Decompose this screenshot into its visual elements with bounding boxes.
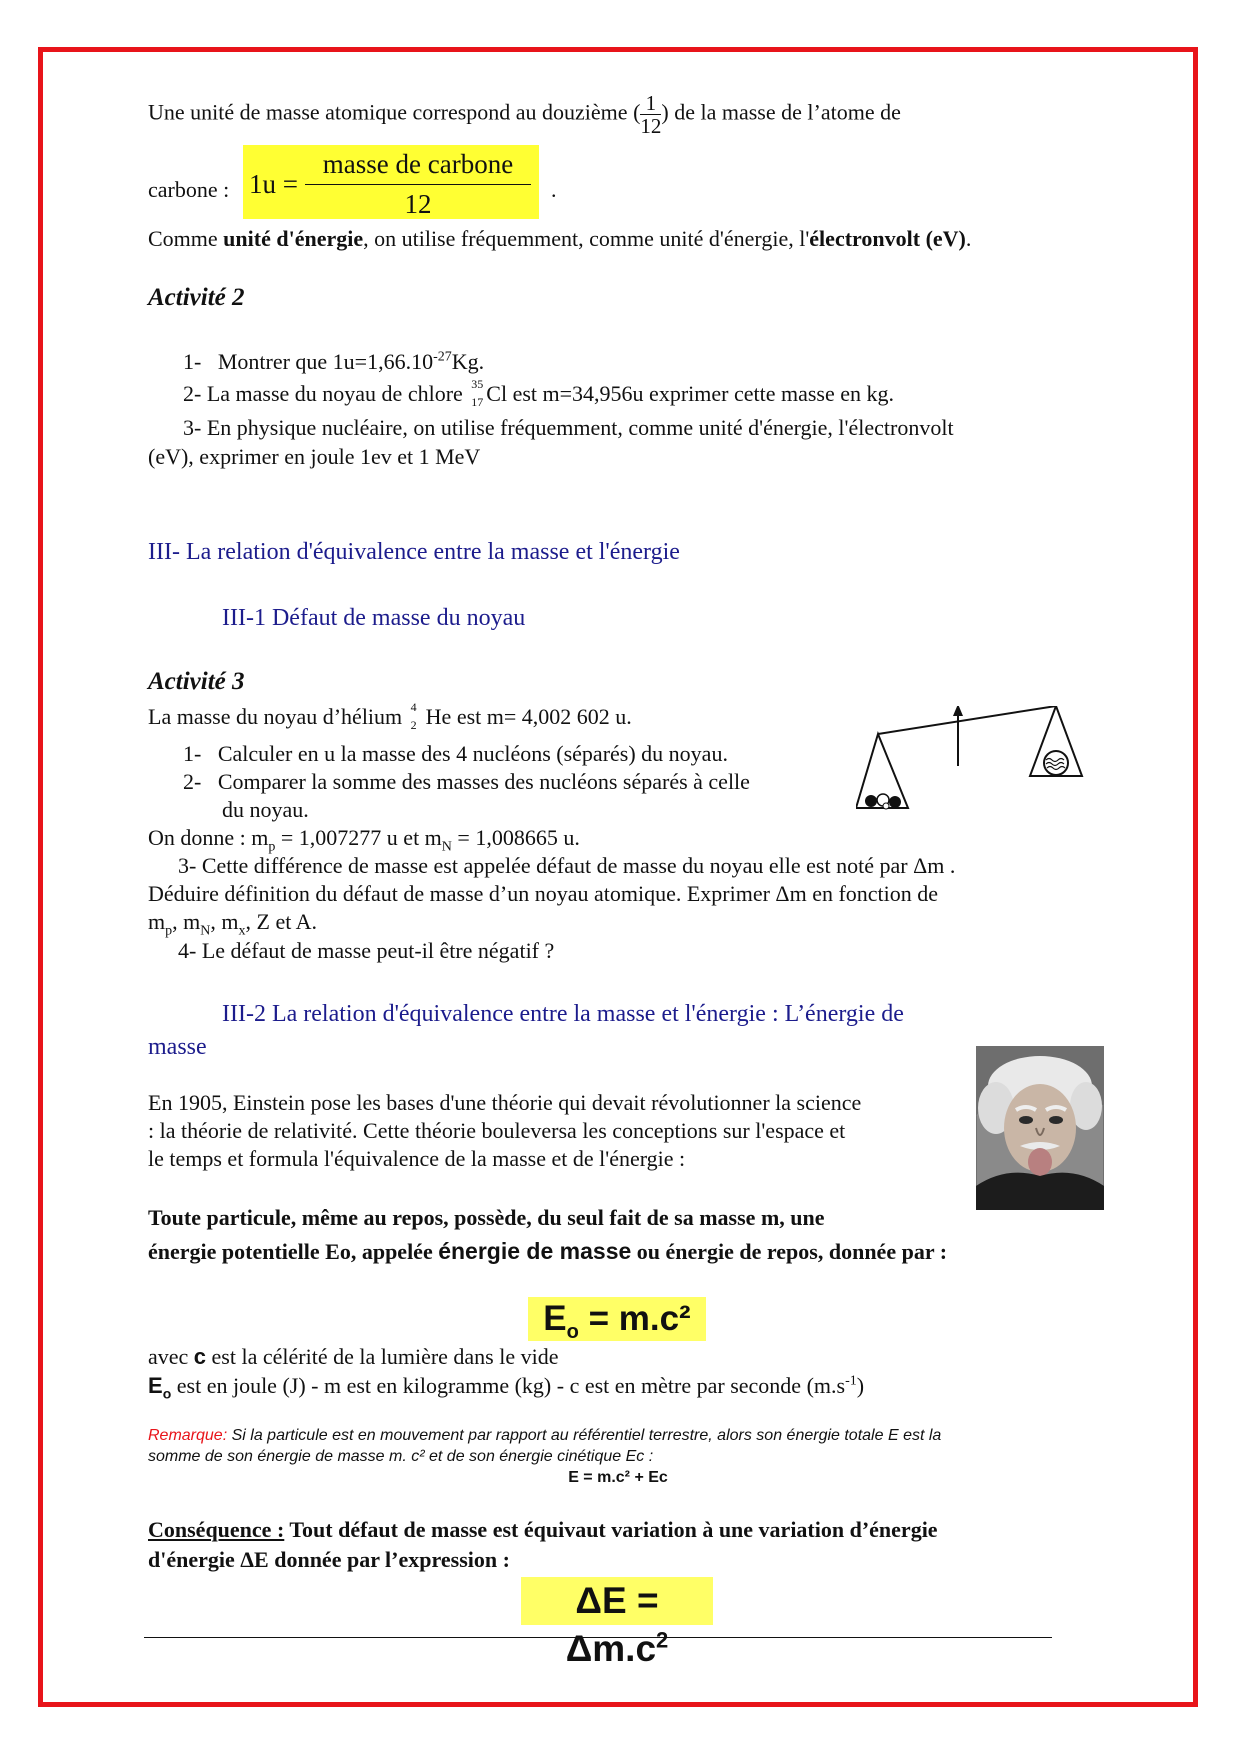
activite-2-title: Activité 2 [148,284,245,311]
balance-scale-illustration [856,706,1086,812]
footer-divider [144,1637,1052,1638]
einstein-para-line3: le temps et formula l'équivalence de la masse et de l'énergie : [148,1146,686,1171]
activite2-item2: 2- La masse du noyau de chlore 35 17 Cl est m=34,956u exprimer cette masse en kg. [183,376,895,409]
remarque-block [148,1425,1088,1488]
einstein-para-line1: En 1905, Einstein pose les bases d'une théorie qui devait révolutionner la science [148,1090,862,1115]
remarque-line2: somme de son énergie de masse m. c² et de son énergie cinétique Ec : [148,1448,654,1465]
activite3-item4: 4- Le défaut de masse peut-il être négatif ? [178,938,555,963]
intro-line1: Une unité de masse atomique correspond au douzième ( $\frac{1}{12}$ ) de la masse de l’atome de [148,91,901,138]
rest-energy-equation: $E_o = m.c^2$ [528,1297,706,1341]
carbone-label: carbone : [148,177,230,202]
activite3-intro: La masse du noyau d’hélium 4 2 He est m= 4,002 602 u. [148,699,632,732]
einstein-portrait-image [976,1046,1104,1210]
activite3-item3-line1: 3- Cette différence de masse est appelée défaut de masse du noyau elle est noté par Δm . [178,853,956,878]
activite3-item1: 1- Calculer en u la masse des 4 nucléons (séparés) du noyau. [183,741,728,766]
speed-of-light-note: avec c est la célérité de la lumière dans le vide [148,1344,559,1369]
fraction-one-twelfth: $\frac{1}{12}$ [640,91,662,138]
consequence-line2: d'énergie ΔE donnée par l’expression : [148,1547,510,1572]
activite2-item3-line1: 3- En physique nucléaire, on utilise fréquemment, comme unité d'énergie, l'électronvolt [183,415,954,440]
activite3-item3-line3: $m_p$, $m_N$, $m_x$, Z et A. [148,909,317,939]
activite2-item3-line2: (eV), exprimer en joule 1ev et 1 MeV [148,444,481,469]
units-note: $E_o$ est en joule (J) - m est en kilogramme (kg) - c est en mètre par seconde $(m.s^{-1})$ [148,1373,865,1402]
atomic-mass-unit-formula: 1u = masse de carbone 12 [243,145,539,219]
einstein-para-line2: : la théorie de relativité. Cette théorie bouleversa les conceptions sur l'espace et [148,1118,846,1143]
section-3-2-title-line2: masse [148,1034,207,1060]
nucleon-icon [889,796,901,808]
formula-dot: . [551,177,557,202]
activite3-item3-line2: Déduire définition du défaut de masse d’un noyau atomique. Exprimer Δm en fonction de [148,881,939,906]
activite3-item2-line1: 2- Comparer la somme des masses des nucléons séparés à celle [183,769,750,794]
arrow-up-icon [953,706,963,716]
total-energy-formula: E = m.c² + Ec [568,1469,668,1486]
chlorine-isotope: 35 17 [471,376,484,409]
activite-3-title: Activité 3 [148,668,245,695]
mass-energy-statement-line1: Toute particule, même au repos, possède, du seul fait de sa masse m, une [148,1205,825,1230]
helium-isotope: 4 2 [410,699,417,732]
activite2-item1: 1- Montrer que $1u=1,66.10^{-27}Kg$. [183,349,485,374]
energy-unit-sentence: Comme unité d'énergie, on utilise fréquemment, comme unité d'énergie, l'électronvolt (eV). [148,226,972,251]
activite3-given-masses: On donne : $m_p = 1,007277$ u et $m_N = 1,008665$ u. [148,825,580,855]
nucleon-icon [865,795,877,807]
section-3-title: III- La relation d'équivalence entre la masse et l'énergie [148,539,680,565]
remarque-line1: Remarque: Si la particule est en mouvement par rapport au référentiel terrestre, alors son énergie totale E est la [148,1427,942,1444]
section-3-1-title: III-1 Défaut de masse du noyau [222,605,526,631]
activite3-item2-line2: du noyau. [222,797,309,822]
nucleon-icon [883,803,889,809]
section-3-2-title-line1: III-2 La relation d'équivalence entre la masse et l'énergie : L’énergie de [222,1001,904,1027]
mass-energy-statement-line2: énergie potentielle Eo, appelée énergie de masse ou énergie de repos, donnée par : [148,1238,948,1264]
consequence-line1: Conséquence : Tout défaut de masse est équivaut variation à une variation d’énergie [148,1517,938,1542]
mass-defect-energy-equation: $\Delta E = \Delta m.c^2$ [521,1577,713,1625]
